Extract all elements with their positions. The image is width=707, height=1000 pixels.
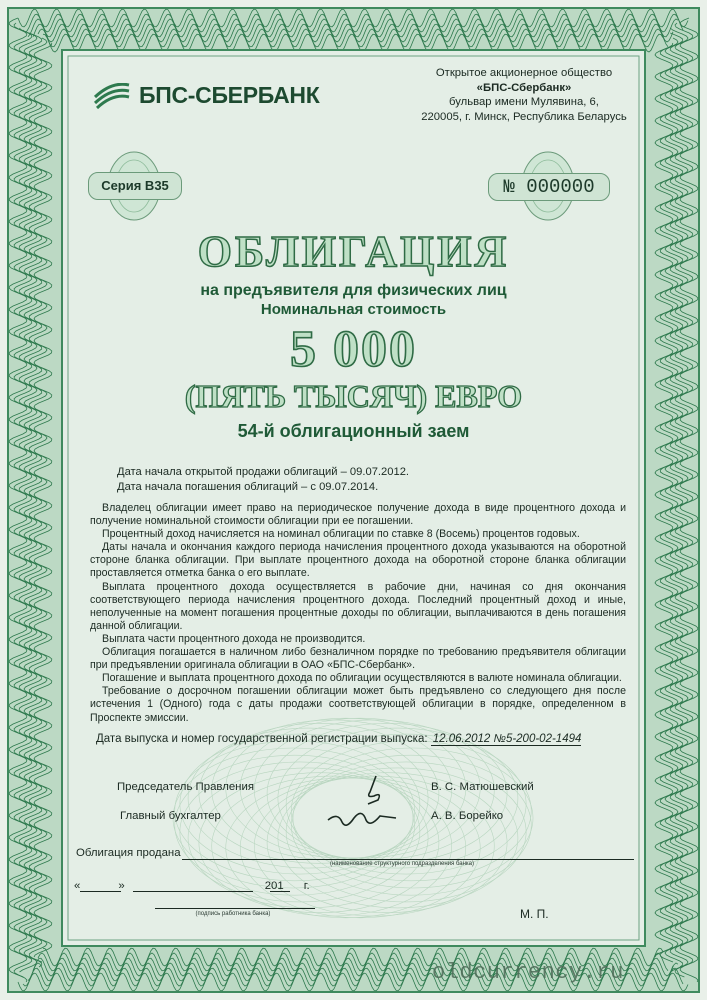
term-paragraph: Выплата части процентного дохода не производится. (102, 632, 366, 645)
sold-label: Облигация продана (76, 847, 181, 859)
term-paragraph: Владелец облигации имеет право на периодическое получение дохода в виде процентного дохода и получение номинальной стоимости облигации при ее погашении. (90, 502, 626, 528)
bearer-subtitle: на предъявителя для физических лиц (200, 282, 507, 299)
serial-number-badge: № 000000 (488, 173, 610, 201)
term-paragraph: Погашение и выплата процентного дохода по облигации осуществляются в валюте номинала облигации. (102, 672, 622, 685)
nominal-amount: 5 000 (290, 321, 417, 378)
issuer-street: бульвар имени Мулявина, 6, (449, 96, 599, 108)
watermark-text: oldcurrency.ru (432, 960, 624, 985)
year-line (270, 891, 290, 892)
term-paragraph: Облигация погашается в наличном либо безналичном порядке по требованию предъявителя облигации при предъявлении оригинала облигации в ОАО «БПС-Сбербанк». (90, 646, 626, 672)
day-line (80, 891, 121, 892)
stamp-place: М. П. (520, 907, 549, 921)
accountant-name: А. В. Борейко (431, 810, 504, 822)
sign-hint: (подпись работника банка) (195, 911, 271, 917)
bank-name: БПС-СБЕРБАНК (139, 82, 320, 108)
issuer-name: «БПС-Сбербанк» (476, 81, 572, 94)
clerk-signature-line (155, 908, 315, 909)
date-open-quote: « (74, 880, 81, 892)
series-badge: Серия В35 (88, 172, 182, 200)
year-suffix: г. (303, 880, 310, 892)
issuer-city: 220005, г. Минск, Республика Беларусь (421, 110, 627, 123)
sold-unit-line (182, 859, 634, 860)
loan-number: 54-й облигационный заем (237, 421, 470, 441)
chairman-name: В. С. Матюшевский (431, 781, 534, 793)
document-title: ОБЛИГАЦИЯ (197, 227, 510, 276)
registration-line (96, 733, 581, 746)
registration-label: Дата выпуска и номер государственной регистрации выпуска: (96, 733, 428, 745)
issuer-address (404, 66, 644, 124)
sale-start-date: Дата начала открытой продажи облигаций – 09.07.2012. (117, 466, 410, 478)
signature-icon (318, 772, 418, 832)
date-close-quote: » (118, 880, 125, 892)
nominal-amount-words: (ПЯТЬ ТЫСЯЧ) ЕВРО (184, 378, 523, 414)
registration-value: 12.06.2012 №5-200-02-1494 (432, 733, 582, 745)
term-paragraph: Даты начала и окончания каждого периода начисления процентного дохода указываются на оборотной стороне бланка облигации. При выплате процентного дохода на оборотной стороне бланка облигации проставляется отметка банка о его выплате. (90, 541, 626, 580)
issuer-line1: Открытое акционерное общество (435, 67, 613, 79)
unit-hint: (наименование структурного подразделения банка) (329, 861, 475, 867)
accountant-title: Главный бухгалтер (120, 810, 221, 822)
bank-logo (93, 82, 319, 109)
sberbank-logo-icon (93, 83, 131, 109)
term-paragraph: Требование о досрочном погашении облигации может быть предъявлено со следующего дня после истечения 1 (Одного) года с даты продажи соответствующей облигации в порядке, определенном в Проспекте эмиссии. (90, 685, 626, 724)
nominal-label: Номинальная стоимость (260, 301, 447, 318)
month-line (133, 891, 253, 892)
chairman-title: Председатель Правления (117, 781, 255, 793)
term-paragraph: Процентный доход начисляется на номинал облигации по ставке 8 (Восемь) процентов годовых. (102, 528, 580, 541)
issue-dates (117, 465, 409, 495)
year-prefix: 201 (264, 880, 284, 892)
redemption-start-date: Дата начала погашения облигаций – с 09.07.2014. (117, 481, 379, 493)
term-paragraph: Выплата процентного дохода осуществляется в рабочие дни, начиная со дня окончания соответствующего периода начисления процентного дохода. Последний процентный доход и иные, неполученные на момент погашения процентные доходы по облигации, выплачиваются в день погашения данной облигации. (90, 580, 626, 632)
bond-terms (90, 502, 626, 725)
